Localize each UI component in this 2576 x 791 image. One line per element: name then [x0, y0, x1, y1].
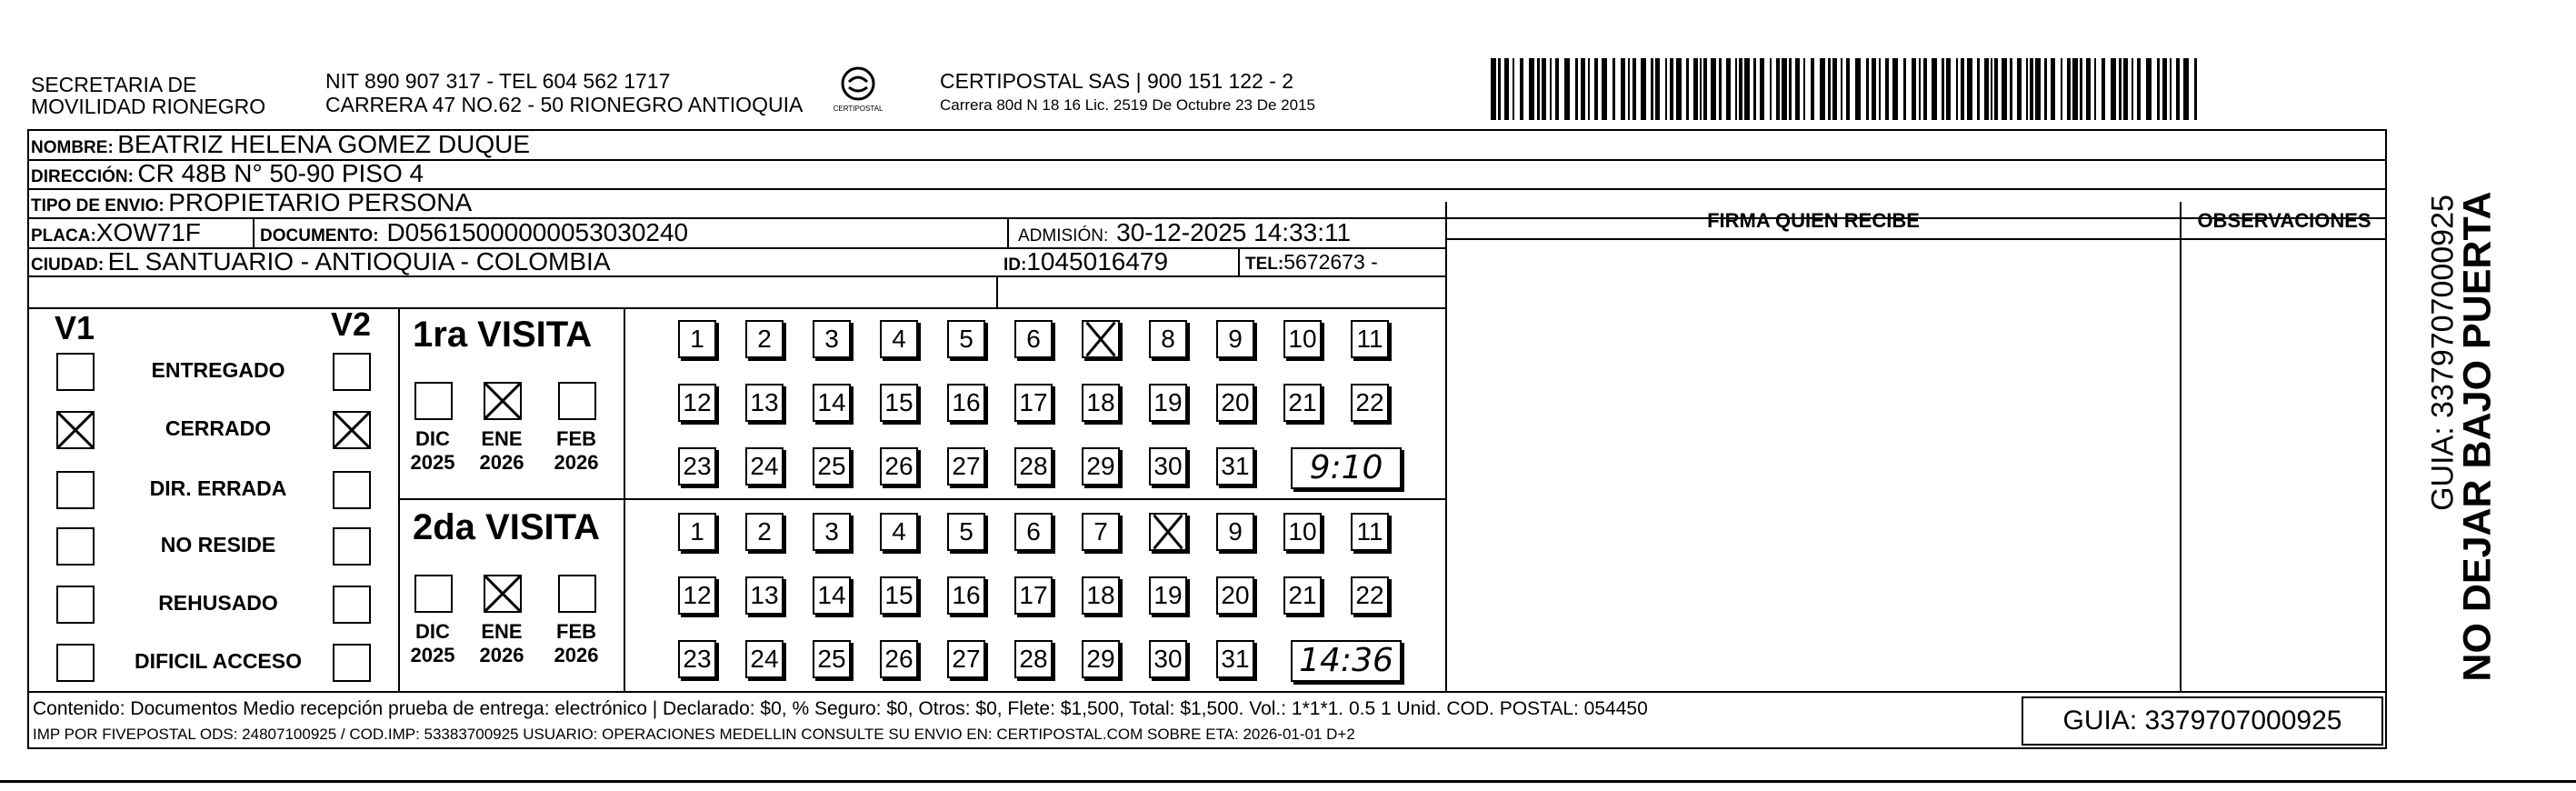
- document-field: [260, 219, 688, 251]
- year-label: 2025: [410, 451, 455, 474]
- certipostal-logo-icon: [833, 65, 884, 115]
- nit-line: NIT 890 907 317 - TEL 604 562 1717: [325, 69, 671, 93]
- day-box[interactable]: 18: [1082, 576, 1120, 615]
- visit-time[interactable]: 9:10: [1291, 447, 1402, 489]
- guia-box: [2022, 696, 2383, 746]
- day-box[interactable]: 10: [1283, 513, 1322, 551]
- day-box[interactable]: 14: [813, 384, 851, 422]
- guia-box-text: GUIA: 3379707000925: [2062, 706, 2342, 736]
- day-box[interactable]: 30: [1149, 447, 1187, 486]
- imp-line: IMP POR FIVEPOSTAL ODS: 24807100925 / COD.IMP: 53383700925 USUARIO: OPERACIONES MEDELLIN CONSULTE SU ENVIO EN: CERTIPOSTAL.COM SOBRE ETA: 2026-01-01 D+2: [33, 726, 1355, 743]
- day-box[interactable]: 25: [813, 447, 851, 486]
- barcode: [1491, 58, 2209, 120]
- v2-checkbox[interactable]: [333, 471, 371, 509]
- month-checkbox[interactable]: [414, 382, 453, 420]
- day-box[interactable]: 21: [1283, 384, 1322, 422]
- signature-area[interactable]: [1447, 240, 2180, 691]
- signature-label: FIRMA QUIEN RECIBE: [1707, 209, 1920, 232]
- day-box[interactable]: 12: [678, 576, 716, 615]
- v2-checkbox[interactable]: [333, 527, 371, 566]
- content-line: Contenido: Documentos Medio recepción prueba de entrega: electrónico | Declarado: $0, % Seguro: $0, Otros: $0, Flete: $1,500, Total: $1,500. Vol.: 1*1*1. 0.5 1 Unid. COD. POSTAL: 054450: [33, 698, 1648, 719]
- day-box[interactable]: 29: [1082, 640, 1120, 678]
- city-value: EL SANTUARIO - ANTIOQUIA - COLOMBIA: [107, 247, 611, 275]
- day-box[interactable]: 13: [745, 576, 784, 615]
- observations-area[interactable]: [2182, 240, 2387, 691]
- type-row: [31, 189, 472, 221]
- day-box[interactable]: 25: [813, 640, 851, 678]
- month-label: DIC: [415, 620, 450, 643]
- org-name-line1: SECRETARIA DE: [31, 73, 197, 96]
- day-box[interactable]: 2: [745, 320, 784, 358]
- visit-time[interactable]: 14:36: [1291, 640, 1402, 682]
- year-label: 2026: [479, 451, 524, 474]
- v1-checkbox[interactable]: [56, 411, 95, 449]
- id-value: 1045016479: [1026, 247, 1169, 275]
- day-box[interactable]: 11: [1351, 513, 1389, 551]
- v1-checkbox[interactable]: [56, 353, 95, 391]
- month-checkbox[interactable]: [558, 382, 596, 420]
- v2-checkbox[interactable]: [333, 644, 371, 682]
- tel-field: [1245, 248, 1378, 279]
- courier-line1: CERTIPOSTAL SAS | 900 151 122 - 2: [940, 69, 1294, 93]
- month-label: FEB: [556, 427, 596, 450]
- day-box[interactable]: 9: [1216, 513, 1254, 551]
- day-box[interactable]: 22: [1351, 576, 1389, 615]
- day-box[interactable]: 13: [745, 384, 784, 422]
- type-value: PROPIETARIO PERSONA: [168, 188, 473, 216]
- day-box[interactable]: 19: [1149, 576, 1187, 615]
- month-checkbox[interactable]: [558, 575, 596, 613]
- status-label: DIFICIL ACCESO: [134, 649, 302, 673]
- v2-checkbox[interactable]: [333, 411, 371, 449]
- day-box[interactable]: 26: [880, 640, 918, 678]
- status-label: REHUSADO: [158, 591, 278, 615]
- courier-line2: Carrera 80d N 18 16 Lic. 2519 De Octubre 23 De 2015: [940, 96, 1315, 114]
- day-box[interactable]: 5: [947, 513, 985, 551]
- day-box[interactable]: 23: [678, 447, 716, 486]
- type-label: TIPO DE ENVIO:: [31, 196, 165, 215]
- document-value: D05615000000053030240: [386, 218, 689, 246]
- day-box[interactable]: 24: [745, 640, 784, 678]
- day-box[interactable]: 7: [1082, 513, 1120, 551]
- day-box[interactable]: 1: [678, 513, 716, 551]
- address-value: CR 48B N° 50-90 PISO 4: [137, 159, 424, 187]
- day-box[interactable]: 5: [947, 320, 985, 358]
- month-checkbox[interactable]: [484, 382, 522, 420]
- v1-checkbox[interactable]: [56, 527, 95, 566]
- status-label: ENTREGADO: [151, 358, 285, 382]
- month-checkbox[interactable]: [414, 575, 453, 613]
- month-label: ENE: [481, 620, 523, 643]
- day-box[interactable]: 15: [880, 576, 918, 615]
- tel-label: TEL:: [1245, 255, 1284, 274]
- v2-heading: V2: [331, 305, 372, 343]
- plate-row: [31, 219, 201, 251]
- day-box[interactable]: 31: [1216, 640, 1254, 678]
- day-box[interactable]: 14: [813, 576, 851, 615]
- day-box[interactable]: 15: [880, 384, 918, 422]
- day-box[interactable]: 9: [1216, 320, 1254, 358]
- month-label: DIC: [415, 427, 450, 450]
- year-label: 2026: [554, 451, 599, 474]
- day-box[interactable]: 23: [678, 640, 716, 678]
- visit-title: 1ra VISITA: [413, 315, 593, 355]
- day-box[interactable]: 3: [813, 513, 851, 551]
- city-label: CIUDAD:: [31, 255, 105, 275]
- day-box[interactable]: 16: [947, 384, 985, 422]
- year-label: 2025: [410, 644, 455, 666]
- day-box[interactable]: 4: [880, 320, 918, 358]
- v2-checkbox[interactable]: [333, 586, 371, 624]
- day-box[interactable]: 3: [813, 320, 851, 358]
- address-row: [31, 160, 424, 192]
- day-box[interactable]: 12: [678, 384, 716, 422]
- day-box[interactable]: [1082, 320, 1120, 358]
- day-box[interactable]: 19: [1149, 384, 1187, 422]
- admission-field: [1018, 219, 1351, 251]
- day-box[interactable]: 8: [1149, 320, 1187, 358]
- name-row: [31, 131, 530, 163]
- day-box[interactable]: [1149, 513, 1187, 551]
- id-label: ID:: [1003, 255, 1027, 275]
- day-box[interactable]: 29: [1082, 447, 1120, 486]
- day-box[interactable]: 4: [880, 513, 918, 551]
- day-box[interactable]: 27: [947, 447, 985, 486]
- admission-label: ADMISIÓN:: [1018, 226, 1109, 245]
- plate-label: PLACA:: [31, 226, 96, 245]
- side-guia: GUIA: 3379707000925: [2425, 195, 2461, 511]
- visit-title: 2da VISITA: [413, 507, 600, 547]
- month-label: ENE: [481, 427, 523, 450]
- observations-label: OBSERVACIONES: [2197, 209, 2371, 232]
- city-row: [31, 248, 611, 280]
- address-label: DIRECCIÓN:: [31, 167, 134, 186]
- day-box[interactable]: 26: [880, 447, 918, 486]
- id-field: [1003, 248, 1168, 280]
- name-label: NOMBRE:: [31, 138, 114, 157]
- day-box[interactable]: 31: [1216, 447, 1254, 486]
- day-box[interactable]: 17: [1014, 576, 1053, 615]
- v1-checkbox[interactable]: [56, 644, 95, 682]
- admission-value: 30-12-2025 14:33:11: [1116, 218, 1352, 246]
- day-box[interactable]: 17: [1014, 384, 1053, 422]
- day-box[interactable]: 28: [1014, 447, 1053, 486]
- year-label: 2026: [479, 644, 524, 666]
- v2-checkbox[interactable]: [333, 353, 371, 391]
- day-box[interactable]: 6: [1014, 320, 1053, 358]
- tel-value: 5672673 -: [1283, 250, 1378, 274]
- day-box[interactable]: 10: [1283, 320, 1322, 358]
- v1-checkbox[interactable]: [56, 471, 95, 509]
- day-box[interactable]: 27: [947, 640, 985, 678]
- day-box[interactable]: 1: [678, 320, 716, 358]
- plate-value: XOW71F: [95, 218, 201, 246]
- v1-checkbox[interactable]: [56, 586, 95, 624]
- day-box[interactable]: 30: [1149, 640, 1187, 678]
- org-name-line2: MOVILIDAD RIONEGRO: [31, 95, 266, 118]
- day-box[interactable]: 28: [1014, 640, 1053, 678]
- day-box[interactable]: 6: [1014, 513, 1053, 551]
- day-box[interactable]: 20: [1216, 576, 1254, 615]
- month-checkbox[interactable]: [484, 575, 522, 613]
- address-line: CARRERA 47 NO.62 - 50 RIONEGRO ANTIOQUIA: [325, 93, 804, 116]
- svg-text:CERTIPOSTAL: CERTIPOSTAL: [833, 105, 884, 113]
- year-label: 2026: [554, 644, 599, 666]
- document-label: DOCUMENTO:: [260, 226, 379, 245]
- v1-heading: V1: [55, 309, 95, 346]
- day-box[interactable]: 21: [1283, 576, 1322, 615]
- status-label: DIR. ERRADA: [149, 476, 287, 500]
- day-box[interactable]: 18: [1082, 384, 1120, 422]
- name-value: BEATRIZ HELENA GOMEZ DUQUE: [117, 130, 531, 158]
- status-label: NO RESIDE: [160, 533, 276, 556]
- status-label: CERRADO: [165, 416, 272, 440]
- day-box[interactable]: 24: [745, 447, 784, 486]
- day-box[interactable]: 22: [1351, 384, 1389, 422]
- day-box[interactable]: 16: [947, 576, 985, 615]
- month-label: FEB: [556, 620, 596, 643]
- day-box[interactable]: 20: [1216, 384, 1254, 422]
- day-box[interactable]: 2: [745, 513, 784, 551]
- no-dejar-warning: NO DEJAR BAJO PUERTA: [2455, 191, 2500, 682]
- day-box[interactable]: 11: [1351, 320, 1389, 358]
